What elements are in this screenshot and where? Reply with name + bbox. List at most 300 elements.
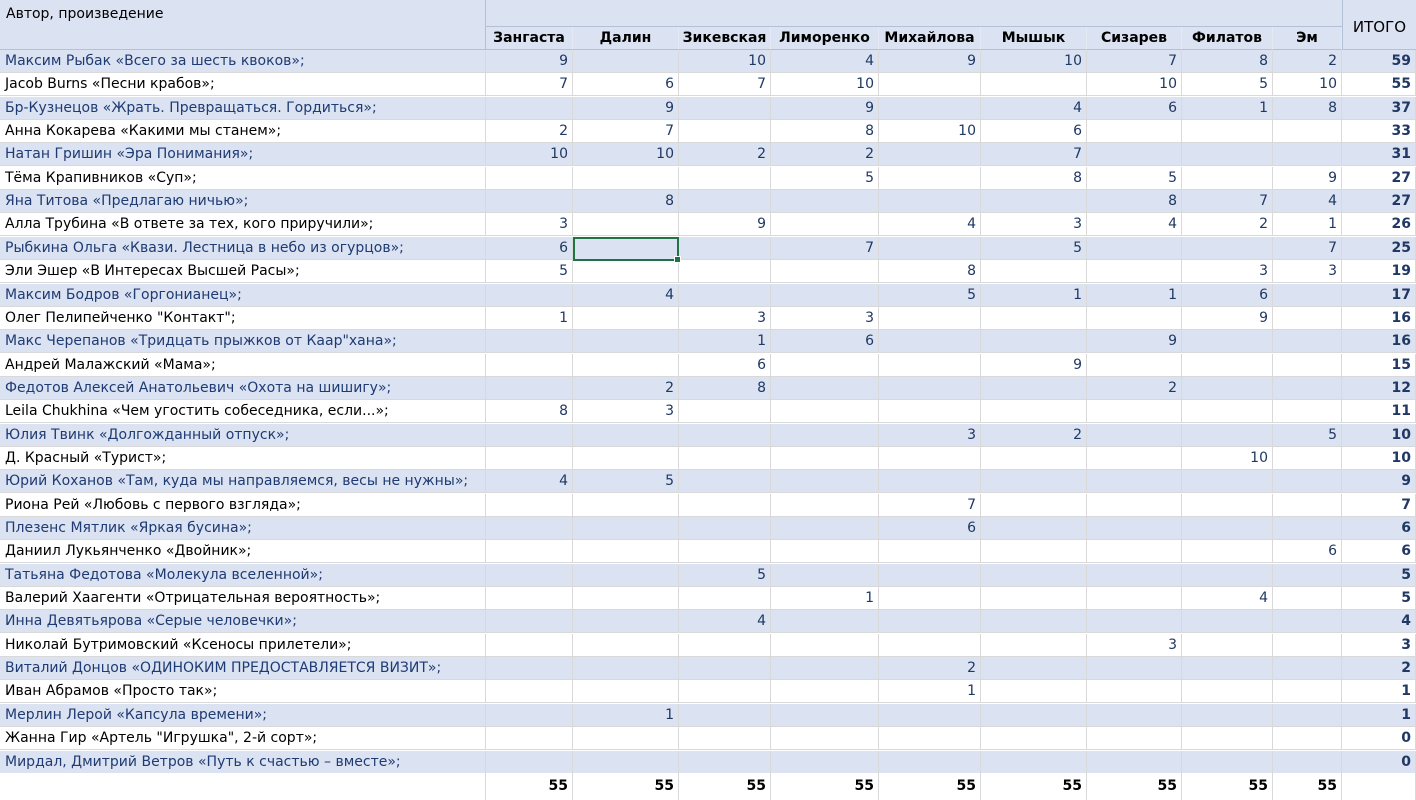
score-cell[interactable]: 4: [981, 97, 1087, 120]
row-total-cell[interactable]: 6: [1342, 540, 1416, 563]
author-work-cell[interactable]: Эли Эшер «В Интересах Высшей Расы»;: [0, 260, 486, 283]
score-cell[interactable]: 2: [879, 657, 981, 680]
score-cell[interactable]: [771, 704, 879, 727]
score-cell[interactable]: [1182, 751, 1273, 774]
score-cell[interactable]: 6: [1087, 97, 1182, 120]
score-cell[interactable]: 8: [1273, 97, 1342, 120]
score-cell[interactable]: [679, 120, 771, 143]
column-total-cell[interactable]: 55: [1087, 773, 1182, 800]
score-cell[interactable]: 5: [981, 237, 1087, 260]
score-cell[interactable]: 3: [679, 307, 771, 330]
score-cell[interactable]: [771, 424, 879, 447]
author-work-cell[interactable]: Мирдал, Дмитрий Ветров «Путь к счастью – вместе»;: [0, 751, 486, 774]
score-cell[interactable]: [1182, 400, 1273, 423]
score-cell[interactable]: [573, 213, 679, 236]
score-cell[interactable]: [486, 634, 573, 657]
row-total-cell[interactable]: 19: [1342, 260, 1416, 283]
author-work-cell[interactable]: Jacob Burns «Песни крабов»;: [0, 73, 486, 96]
score-cell[interactable]: 3: [771, 307, 879, 330]
score-cell[interactable]: [573, 447, 679, 470]
score-cell[interactable]: [1273, 657, 1342, 680]
score-cell[interactable]: [1273, 400, 1342, 423]
row-total-cell[interactable]: 7: [1342, 494, 1416, 517]
row-total-cell[interactable]: 31: [1342, 143, 1416, 166]
score-cell[interactable]: [1087, 354, 1182, 377]
row-total-cell[interactable]: 5: [1342, 587, 1416, 610]
author-work-cell[interactable]: Тёма Крапивников «Суп»;: [0, 167, 486, 190]
score-cell[interactable]: 6: [486, 237, 573, 260]
score-cell[interactable]: [879, 354, 981, 377]
score-cell[interactable]: [1182, 330, 1273, 353]
column-total-cell[interactable]: 55: [486, 773, 573, 800]
author-work-cell[interactable]: Жанна Гир «Артель "Игрушка", 2-й сорт»;: [0, 727, 486, 750]
score-cell[interactable]: [573, 307, 679, 330]
score-cell[interactable]: [981, 587, 1087, 610]
score-cell[interactable]: 1: [1087, 284, 1182, 307]
score-cell[interactable]: [486, 704, 573, 727]
score-cell[interactable]: [981, 470, 1087, 493]
score-cell[interactable]: 8: [771, 120, 879, 143]
score-cell[interactable]: [573, 167, 679, 190]
score-cell[interactable]: [1273, 634, 1342, 657]
score-cell[interactable]: 7: [573, 120, 679, 143]
footer-empty-cell[interactable]: [0, 773, 486, 800]
score-cell[interactable]: [573, 330, 679, 353]
score-cell[interactable]: [679, 97, 771, 120]
score-cell[interactable]: [486, 494, 573, 517]
score-cell[interactable]: [1273, 307, 1342, 330]
score-cell[interactable]: 8: [981, 167, 1087, 190]
score-cell[interactable]: [679, 447, 771, 470]
score-cell[interactable]: [486, 190, 573, 213]
score-cell[interactable]: [486, 447, 573, 470]
score-cell[interactable]: 7: [771, 237, 879, 260]
score-cell[interactable]: 6: [573, 73, 679, 96]
score-cell[interactable]: 2: [1273, 50, 1342, 73]
score-cell[interactable]: 2: [1087, 377, 1182, 400]
score-cell[interactable]: [771, 470, 879, 493]
row-total-cell[interactable]: 11: [1342, 400, 1416, 423]
score-cell[interactable]: [573, 50, 679, 73]
score-cell[interactable]: [981, 704, 1087, 727]
footer-total-empty-cell[interactable]: [1342, 773, 1416, 800]
score-cell[interactable]: [486, 517, 573, 540]
score-cell[interactable]: [679, 680, 771, 703]
score-cell[interactable]: [573, 751, 679, 774]
row-total-cell[interactable]: 27: [1342, 190, 1416, 213]
header-judge-2[interactable]: Зикевская: [679, 27, 771, 50]
score-cell[interactable]: [771, 727, 879, 750]
score-cell[interactable]: 1: [771, 587, 879, 610]
author-work-cell[interactable]: Плезенс Мятлик «Яркая бусина»;: [0, 517, 486, 540]
header-judge-0[interactable]: Зангаста: [486, 27, 573, 50]
score-cell[interactable]: 8: [679, 377, 771, 400]
score-cell[interactable]: 4: [1087, 213, 1182, 236]
score-cell[interactable]: [1087, 120, 1182, 143]
score-cell[interactable]: [981, 377, 1087, 400]
score-cell[interactable]: [771, 657, 879, 680]
score-cell[interactable]: 10: [573, 143, 679, 166]
author-work-cell[interactable]: Бр-Кузнецов «Жрать. Превращаться. Гордиться»;: [0, 97, 486, 120]
row-total-cell[interactable]: 3: [1342, 634, 1416, 657]
author-work-cell[interactable]: Leila Chukhina «Чем угостить собеседника, если...»;: [0, 400, 486, 423]
score-cell[interactable]: [879, 307, 981, 330]
score-cell[interactable]: [771, 377, 879, 400]
score-cell[interactable]: 10: [679, 50, 771, 73]
score-cell[interactable]: 6: [679, 354, 771, 377]
score-cell[interactable]: 7: [486, 73, 573, 96]
score-cell[interactable]: [1182, 494, 1273, 517]
row-total-cell[interactable]: 25: [1342, 237, 1416, 260]
score-cell[interactable]: 10: [981, 50, 1087, 73]
score-cell[interactable]: [486, 587, 573, 610]
score-cell[interactable]: [573, 727, 679, 750]
score-cell[interactable]: [486, 424, 573, 447]
score-cell[interactable]: [1087, 610, 1182, 633]
score-cell[interactable]: [771, 284, 879, 307]
score-cell[interactable]: [1182, 680, 1273, 703]
author-work-cell[interactable]: Юлия Твинк «Долгожданный отпуск»;: [0, 424, 486, 447]
score-cell[interactable]: [879, 610, 981, 633]
score-cell[interactable]: [771, 354, 879, 377]
row-total-cell[interactable]: 16: [1342, 307, 1416, 330]
score-cell[interactable]: [1273, 284, 1342, 307]
score-cell[interactable]: 6: [1182, 284, 1273, 307]
score-cell[interactable]: 4: [679, 610, 771, 633]
score-cell[interactable]: 9: [771, 97, 879, 120]
score-cell[interactable]: [486, 680, 573, 703]
score-cell[interactable]: 5: [573, 470, 679, 493]
score-cell[interactable]: 2: [981, 424, 1087, 447]
score-cell[interactable]: 9: [1182, 307, 1273, 330]
row-total-cell[interactable]: 4: [1342, 610, 1416, 633]
score-cell[interactable]: [486, 657, 573, 680]
header-judge-1[interactable]: Далин: [573, 27, 679, 50]
score-cell[interactable]: [771, 610, 879, 633]
score-cell[interactable]: [1273, 751, 1342, 774]
author-work-cell[interactable]: Юрий Коханов «Там, куда мы направляемся, весы не нужны»;: [0, 470, 486, 493]
author-work-cell[interactable]: Максим Рыбак «Всего за шесть квоков»;: [0, 50, 486, 73]
score-cell[interactable]: [1182, 540, 1273, 563]
score-cell[interactable]: [981, 610, 1087, 633]
score-cell[interactable]: [486, 330, 573, 353]
author-work-cell[interactable]: Алла Трубина «В ответе за тех, кого приручили»;: [0, 213, 486, 236]
score-cell[interactable]: [486, 540, 573, 563]
score-cell[interactable]: 7: [1087, 50, 1182, 73]
score-cell[interactable]: 2: [1182, 213, 1273, 236]
score-cell[interactable]: [1273, 494, 1342, 517]
score-cell[interactable]: [771, 540, 879, 563]
score-cell[interactable]: 5: [879, 284, 981, 307]
score-cell[interactable]: 7: [879, 494, 981, 517]
score-cell[interactable]: 5: [1087, 167, 1182, 190]
score-cell[interactable]: 10: [771, 73, 879, 96]
author-work-cell[interactable]: Натан Гришин «Эра Понимания»;: [0, 143, 486, 166]
score-cell[interactable]: [1273, 680, 1342, 703]
score-cell[interactable]: [1087, 447, 1182, 470]
score-cell[interactable]: [486, 610, 573, 633]
score-cell[interactable]: [981, 727, 1087, 750]
score-cell[interactable]: [981, 330, 1087, 353]
score-cell[interactable]: [573, 494, 679, 517]
score-cell[interactable]: [1182, 470, 1273, 493]
score-cell[interactable]: [879, 587, 981, 610]
score-cell[interactable]: [679, 657, 771, 680]
score-cell[interactable]: 1: [1273, 213, 1342, 236]
score-cell[interactable]: [573, 424, 679, 447]
score-cell[interactable]: [573, 587, 679, 610]
score-cell[interactable]: 6: [1273, 540, 1342, 563]
score-cell[interactable]: [1087, 727, 1182, 750]
score-cell[interactable]: [879, 634, 981, 657]
score-cell[interactable]: [879, 167, 981, 190]
author-work-cell[interactable]: Макс Черепанов «Тридцать прыжков от Каар"хана»;: [0, 330, 486, 353]
score-cell[interactable]: [486, 354, 573, 377]
header-judge-6[interactable]: Сизарев: [1087, 27, 1182, 50]
author-work-cell[interactable]: Даниил Лукьянченко «Двойник»;: [0, 540, 486, 563]
author-work-cell[interactable]: Олег Пелипейченко "Контакт";: [0, 307, 486, 330]
row-total-cell[interactable]: 9: [1342, 470, 1416, 493]
score-cell[interactable]: [679, 751, 771, 774]
score-cell[interactable]: [573, 237, 679, 260]
score-cell[interactable]: [679, 167, 771, 190]
score-cell[interactable]: 4: [486, 470, 573, 493]
row-total-cell[interactable]: 10: [1342, 424, 1416, 447]
score-cell[interactable]: [1182, 610, 1273, 633]
score-cell[interactable]: [879, 190, 981, 213]
score-cell[interactable]: [879, 540, 981, 563]
score-cell[interactable]: 9: [879, 50, 981, 73]
score-cell[interactable]: [771, 190, 879, 213]
score-cell[interactable]: [679, 470, 771, 493]
score-cell[interactable]: [981, 540, 1087, 563]
header-judge-5[interactable]: Мышык: [981, 27, 1087, 50]
score-cell[interactable]: [573, 354, 679, 377]
score-cell[interactable]: 1: [1182, 97, 1273, 120]
score-cell[interactable]: 4: [1273, 190, 1342, 213]
column-total-cell[interactable]: 55: [1273, 773, 1342, 800]
score-cell[interactable]: 2: [573, 377, 679, 400]
score-cell[interactable]: 4: [879, 213, 981, 236]
score-cell[interactable]: [573, 540, 679, 563]
score-cell[interactable]: 1: [879, 680, 981, 703]
score-cell[interactable]: 5: [1182, 73, 1273, 96]
score-cell[interactable]: [1182, 167, 1273, 190]
score-cell[interactable]: [679, 190, 771, 213]
score-cell[interactable]: [573, 680, 679, 703]
header-judge-8[interactable]: Эм: [1273, 27, 1342, 50]
score-cell[interactable]: [1273, 704, 1342, 727]
score-cell[interactable]: 9: [679, 213, 771, 236]
score-cell[interactable]: [981, 400, 1087, 423]
column-total-cell[interactable]: 55: [679, 773, 771, 800]
score-cell[interactable]: [486, 97, 573, 120]
author-work-cell[interactable]: Рыбкина Ольга «Квази. Лестница в небо из огурцов»;: [0, 237, 486, 260]
author-work-cell[interactable]: Виталий Донцов «ОДИНОКИМ ПРЕДОСТАВЛЯЕТСЯ ВИЗИТ»;: [0, 657, 486, 680]
score-cell[interactable]: [1182, 657, 1273, 680]
header-author-cell[interactable]: [0, 0, 486, 50]
score-cell[interactable]: [679, 634, 771, 657]
score-cell[interactable]: [1182, 564, 1273, 587]
score-cell[interactable]: [879, 751, 981, 774]
score-cell[interactable]: 2: [486, 120, 573, 143]
score-cell[interactable]: [1273, 610, 1342, 633]
score-cell[interactable]: [1182, 143, 1273, 166]
score-cell[interactable]: 8: [573, 190, 679, 213]
score-cell[interactable]: [1087, 400, 1182, 423]
score-cell[interactable]: [1273, 517, 1342, 540]
score-cell[interactable]: [981, 307, 1087, 330]
score-cell[interactable]: [981, 447, 1087, 470]
column-total-cell[interactable]: 55: [879, 773, 981, 800]
score-cell[interactable]: [679, 587, 771, 610]
score-cell[interactable]: [1182, 424, 1273, 447]
score-cell[interactable]: [1087, 587, 1182, 610]
score-cell[interactable]: 4: [771, 50, 879, 73]
score-cell[interactable]: [1273, 447, 1342, 470]
score-cell[interactable]: [573, 260, 679, 283]
score-cell[interactable]: [486, 564, 573, 587]
score-cell[interactable]: 9: [1273, 167, 1342, 190]
score-cell[interactable]: [679, 284, 771, 307]
score-cell[interactable]: [981, 564, 1087, 587]
author-work-cell[interactable]: Татьяна Федотова «Молекула вселенной»;: [0, 564, 486, 587]
score-cell[interactable]: [573, 564, 679, 587]
score-cell[interactable]: 10: [1273, 73, 1342, 96]
author-work-cell[interactable]: Валерий Хаагенти «Отрицательная вероятность»;: [0, 587, 486, 610]
row-total-cell[interactable]: 6: [1342, 517, 1416, 540]
score-cell[interactable]: [1182, 704, 1273, 727]
score-cell[interactable]: 10: [1182, 447, 1273, 470]
score-cell[interactable]: [679, 494, 771, 517]
author-work-cell[interactable]: Андрей Малажский «Мама»;: [0, 354, 486, 377]
header-judge-4[interactable]: Михайлова: [879, 27, 981, 50]
score-cell[interactable]: 5: [1273, 424, 1342, 447]
row-total-cell[interactable]: 15: [1342, 354, 1416, 377]
score-cell[interactable]: 1: [486, 307, 573, 330]
author-work-cell[interactable]: Яна Титова «Предлагаю ничью»;: [0, 190, 486, 213]
score-cell[interactable]: [879, 564, 981, 587]
score-cell[interactable]: 3: [1087, 634, 1182, 657]
score-cell[interactable]: 8: [1182, 50, 1273, 73]
score-cell[interactable]: [1087, 470, 1182, 493]
column-total-cell[interactable]: 55: [573, 773, 679, 800]
score-cell[interactable]: 4: [573, 284, 679, 307]
score-cell[interactable]: [1273, 143, 1342, 166]
score-cell[interactable]: 1: [679, 330, 771, 353]
score-cell[interactable]: 9: [486, 50, 573, 73]
header-judge-7[interactable]: Филатов: [1182, 27, 1273, 50]
score-cell[interactable]: [879, 470, 981, 493]
score-cell[interactable]: 5: [486, 260, 573, 283]
row-total-cell[interactable]: 17: [1342, 284, 1416, 307]
score-cell[interactable]: [486, 727, 573, 750]
score-cell[interactable]: [981, 634, 1087, 657]
score-cell[interactable]: [1087, 494, 1182, 517]
score-cell[interactable]: 5: [679, 564, 771, 587]
score-cell[interactable]: [981, 751, 1087, 774]
score-cell[interactable]: [879, 704, 981, 727]
score-cell[interactable]: [771, 400, 879, 423]
row-total-cell[interactable]: 16: [1342, 330, 1416, 353]
author-work-cell[interactable]: Николай Бутримовский «Ксеносы прилетели»;: [0, 634, 486, 657]
score-cell[interactable]: [573, 610, 679, 633]
row-total-cell[interactable]: 37: [1342, 97, 1416, 120]
score-cell[interactable]: [1273, 727, 1342, 750]
score-cell[interactable]: 1: [981, 284, 1087, 307]
score-cell[interactable]: [679, 424, 771, 447]
score-cell[interactable]: 3: [486, 213, 573, 236]
score-cell[interactable]: 6: [879, 517, 981, 540]
score-cell[interactable]: [573, 657, 679, 680]
score-cell[interactable]: [771, 447, 879, 470]
author-work-cell[interactable]: Анна Кокарева «Какими мы станем»;: [0, 120, 486, 143]
score-cell[interactable]: [679, 260, 771, 283]
score-cell[interactable]: 3: [573, 400, 679, 423]
score-cell[interactable]: 10: [1087, 73, 1182, 96]
author-work-cell[interactable]: Максим Бодров «Горгонианец»;: [0, 284, 486, 307]
score-cell[interactable]: 2: [679, 143, 771, 166]
row-total-cell[interactable]: 1: [1342, 704, 1416, 727]
score-cell[interactable]: [771, 494, 879, 517]
score-cell[interactable]: [1087, 143, 1182, 166]
score-cell[interactable]: [1273, 470, 1342, 493]
score-cell[interactable]: 6: [981, 120, 1087, 143]
score-cell[interactable]: 3: [981, 213, 1087, 236]
score-cell[interactable]: [1087, 517, 1182, 540]
score-cell[interactable]: 3: [879, 424, 981, 447]
score-cell[interactable]: 3: [1182, 260, 1273, 283]
score-cell[interactable]: [981, 517, 1087, 540]
author-work-cell[interactable]: Д. Красный «Турист»;: [0, 447, 486, 470]
score-cell[interactable]: 1: [573, 704, 679, 727]
score-cell[interactable]: [679, 400, 771, 423]
score-cell[interactable]: [1087, 564, 1182, 587]
score-cell[interactable]: 9: [1087, 330, 1182, 353]
score-cell[interactable]: [981, 260, 1087, 283]
score-cell[interactable]: [981, 494, 1087, 517]
score-cell[interactable]: [486, 377, 573, 400]
score-cell[interactable]: [573, 517, 679, 540]
score-cell[interactable]: [679, 237, 771, 260]
score-cell[interactable]: 9: [573, 97, 679, 120]
header-judge-3[interactable]: Лиморенко: [771, 27, 879, 50]
score-cell[interactable]: [1273, 120, 1342, 143]
row-total-cell[interactable]: 59: [1342, 50, 1416, 73]
score-cell[interactable]: 7: [1273, 237, 1342, 260]
score-cell[interactable]: [1182, 377, 1273, 400]
author-work-cell[interactable]: Мерлин Лерой «Капсула времени»;: [0, 704, 486, 727]
score-cell[interactable]: [1273, 587, 1342, 610]
row-total-cell[interactable]: 33: [1342, 120, 1416, 143]
score-cell[interactable]: 7: [981, 143, 1087, 166]
row-total-cell[interactable]: 27: [1342, 167, 1416, 190]
score-cell[interactable]: [1087, 237, 1182, 260]
row-total-cell[interactable]: 26: [1342, 213, 1416, 236]
score-cell[interactable]: [1182, 354, 1273, 377]
author-work-cell[interactable]: Иван Абрамов «Просто так»;: [0, 680, 486, 703]
score-cell[interactable]: [486, 284, 573, 307]
score-cell[interactable]: [573, 634, 679, 657]
score-cell[interactable]: [879, 400, 981, 423]
score-cell[interactable]: [879, 73, 981, 96]
score-cell[interactable]: 7: [1182, 190, 1273, 213]
score-cell[interactable]: [1273, 330, 1342, 353]
row-total-cell[interactable]: 10: [1342, 447, 1416, 470]
score-cell[interactable]: [1087, 704, 1182, 727]
score-cell[interactable]: [1087, 424, 1182, 447]
score-cell[interactable]: 8: [486, 400, 573, 423]
